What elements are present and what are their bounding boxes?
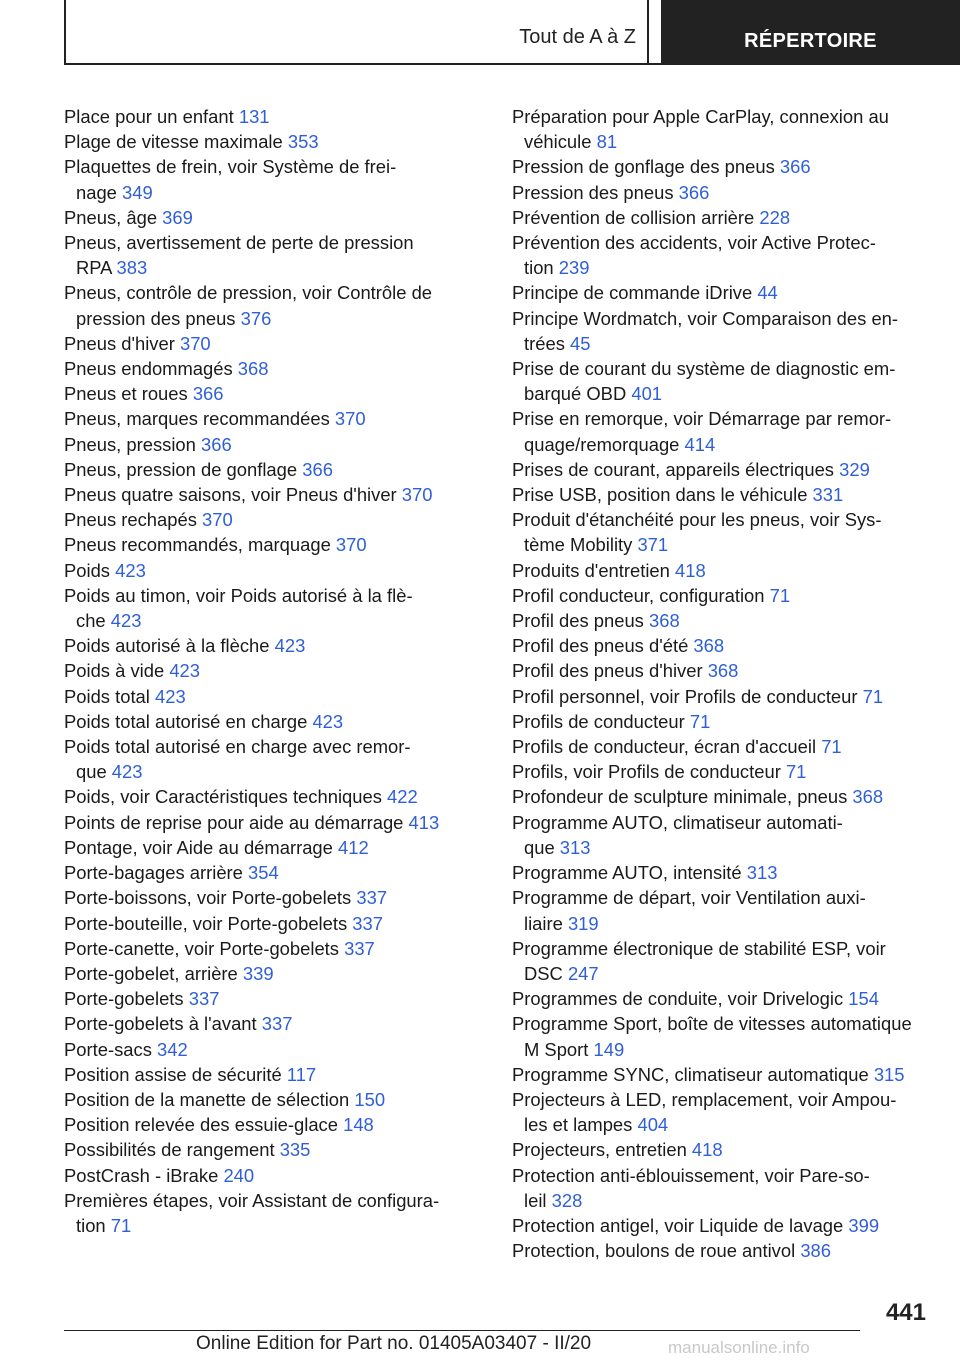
index-entry bbox=[64, 885, 464, 910]
page-reference-link[interactable]: 150 bbox=[354, 1088, 386, 1110]
page-reference-link[interactable]: 319 bbox=[567, 912, 599, 934]
entry-text: Prise USB, position dans le véhicule bbox=[512, 484, 813, 506]
page-reference-link[interactable]: 370 bbox=[202, 509, 233, 531]
index-entry bbox=[512, 633, 932, 658]
page-reference-link[interactable]: 349 bbox=[122, 181, 153, 203]
page-reference-link[interactable]: 71 bbox=[110, 1214, 132, 1236]
index-entry bbox=[512, 1087, 932, 1137]
index-entry bbox=[512, 936, 932, 986]
index-entry bbox=[512, 406, 932, 456]
entry-text: Porte-canette, voir Porte-gobelets bbox=[64, 937, 345, 959]
page-reference-link[interactable]: 342 bbox=[157, 1038, 188, 1060]
page-reference-link[interactable]: 383 bbox=[116, 257, 148, 279]
page-reference-link[interactable]: 371 bbox=[637, 534, 669, 556]
entry-text: Poids, voir Caractéristiques techniques bbox=[64, 786, 388, 808]
page-reference-link[interactable]: 368 bbox=[852, 786, 884, 808]
entry-text: RPA bbox=[76, 257, 117, 279]
entry-text: Position de la manette de sélection bbox=[64, 1088, 355, 1110]
page-reference-link[interactable]: 328 bbox=[551, 1189, 583, 1211]
index-entry bbox=[64, 1037, 464, 1062]
header-rule-bottom bbox=[64, 63, 662, 65]
index-entry bbox=[512, 356, 932, 406]
page-reference-link[interactable]: 412 bbox=[338, 836, 369, 858]
index-entry bbox=[64, 406, 464, 431]
page-reference-link[interactable]: 399 bbox=[848, 1214, 880, 1236]
entry-text: Produit d'étanchéité pour les pneus, voir Sys- bbox=[512, 509, 882, 531]
index-entry bbox=[64, 633, 464, 658]
entry-text: Programme AUTO, climatiseur automati- bbox=[512, 811, 843, 833]
entry-text: Programmes de conduite, voir Drivelogic bbox=[512, 988, 849, 1010]
page-reference-link[interactable]: 335 bbox=[279, 1139, 311, 1161]
index-entry bbox=[512, 658, 932, 683]
page-reference-link[interactable]: 401 bbox=[631, 383, 663, 405]
page-reference-link[interactable]: 44 bbox=[757, 282, 778, 304]
entry-text: Profils de conducteur, écran d'accueil bbox=[512, 736, 822, 758]
page-reference-link[interactable]: 339 bbox=[242, 962, 274, 984]
chapter-tab-label: RÉPERTOIRE bbox=[744, 30, 877, 52]
index-entry bbox=[64, 835, 464, 860]
index-entry bbox=[512, 280, 932, 305]
entry-text: Porte-bagages arrière bbox=[64, 862, 249, 884]
index-entry bbox=[512, 306, 932, 356]
page-reference-link[interactable]: 71 bbox=[821, 736, 842, 758]
entry-text: Porte-boissons, voir Porte-gobelets bbox=[64, 887, 357, 909]
entry-text: Prises de courant, appareils électriques bbox=[512, 458, 840, 480]
page-reference-link[interactable]: 337 bbox=[188, 988, 220, 1010]
entry-text: Pneus endommagés bbox=[64, 358, 238, 380]
page-reference-link[interactable]: 423 bbox=[110, 610, 142, 632]
index-entry bbox=[64, 1188, 464, 1238]
page-reference-link[interactable]: 423 bbox=[274, 635, 306, 657]
entry-text: Poids bbox=[64, 559, 116, 581]
entry-text: Prise en remorque, voir Démarrage par remor- bbox=[512, 408, 892, 430]
entry-text: tème Mobility bbox=[524, 534, 638, 556]
entry-text: Programme de départ, voir Ventilation auxi- bbox=[512, 887, 866, 909]
entry-text: Projecteurs à LED, remplacement, voir Ampou- bbox=[512, 1088, 897, 1110]
entry-text: Profils de conducteur bbox=[512, 710, 690, 732]
entry-text: tion bbox=[524, 257, 559, 279]
index-entry bbox=[64, 936, 464, 961]
header-rule-left bbox=[64, 0, 66, 64]
page-reference-link[interactable]: 337 bbox=[352, 912, 383, 934]
page-reference-link[interactable]: 154 bbox=[848, 988, 879, 1010]
entry-text: Principe de commande iDrive bbox=[512, 282, 758, 304]
index-entry bbox=[64, 810, 464, 835]
index-entry bbox=[512, 608, 932, 633]
page-reference-link[interactable]: 422 bbox=[387, 786, 418, 808]
entry-text: Profil des pneus d'hiver bbox=[512, 660, 708, 682]
index-entry bbox=[512, 230, 932, 280]
entry-text: véhicule bbox=[524, 131, 597, 153]
index-entry bbox=[64, 457, 464, 482]
index-entry bbox=[64, 658, 464, 683]
entry-text: Porte-gobelet, arrière bbox=[64, 962, 243, 984]
entry-text: Poids autorisé à la flèche bbox=[64, 635, 275, 657]
page-reference-link[interactable]: 376 bbox=[240, 307, 272, 329]
page-reference-link[interactable]: 337 bbox=[261, 1013, 293, 1035]
page-reference-link[interactable]: 423 bbox=[169, 660, 200, 682]
index-entry bbox=[512, 1062, 932, 1087]
page-number: 441 bbox=[885, 1299, 926, 1326]
index-entry bbox=[64, 986, 464, 1011]
entry-text: tion bbox=[76, 1214, 111, 1236]
entry-text: M Sport bbox=[524, 1038, 594, 1060]
page-reference-link[interactable]: 247 bbox=[567, 962, 599, 984]
index-entry bbox=[512, 709, 932, 734]
section-title: Tout de A à Z bbox=[519, 26, 636, 48]
entry-text: Protection, boulons de roue antivol bbox=[512, 1240, 801, 1262]
page-reference-link[interactable]: 240 bbox=[223, 1164, 255, 1186]
page-reference-link[interactable]: 228 bbox=[759, 206, 791, 228]
page-reference-link[interactable]: 366 bbox=[779, 156, 811, 178]
index-entry bbox=[64, 205, 464, 230]
page-reference-link[interactable]: 337 bbox=[344, 937, 375, 959]
entry-text: Prise de courant du système de diagnostic em- bbox=[512, 358, 896, 380]
index-entry bbox=[64, 1137, 464, 1162]
entry-text: Poids total autorisé en charge avec remor- bbox=[64, 736, 411, 758]
page-reference-link[interactable]: 423 bbox=[312, 710, 344, 732]
entry-text: Protection anti-éblouissement, voir Pare-so- bbox=[512, 1164, 870, 1186]
index-entry bbox=[64, 356, 464, 381]
page-reference-link[interactable]: 370 bbox=[401, 484, 433, 506]
page-reference-link[interactable]: 81 bbox=[596, 131, 618, 153]
entry-text: Poids total bbox=[64, 685, 155, 707]
index-entry bbox=[64, 532, 464, 557]
entry-text: Pression des pneus bbox=[512, 181, 679, 203]
page-reference-link[interactable]: 71 bbox=[769, 584, 791, 606]
page-reference-link[interactable]: 386 bbox=[800, 1240, 831, 1262]
index-entry bbox=[512, 986, 932, 1011]
index-entry bbox=[512, 180, 932, 205]
entry-text: Possibilités de rangement bbox=[64, 1139, 280, 1161]
index-entry bbox=[64, 1087, 464, 1112]
index-entry bbox=[512, 558, 932, 583]
index-entry bbox=[64, 432, 464, 457]
index-entry bbox=[512, 1213, 932, 1238]
entry-text: Premières étapes, voir Assistant de configura- bbox=[64, 1189, 440, 1211]
page-reference-link[interactable]: 423 bbox=[154, 685, 186, 707]
index-entry bbox=[64, 230, 464, 280]
page-reference-link[interactable]: 131 bbox=[238, 106, 270, 127]
entry-text: leil bbox=[524, 1189, 552, 1211]
entry-text: les et lampes bbox=[524, 1114, 638, 1136]
watermark: manualsonline.info bbox=[668, 1338, 810, 1357]
page-reference-link[interactable]: 354 bbox=[248, 862, 279, 884]
index-entry bbox=[64, 104, 464, 129]
entry-text: Poids à vide bbox=[64, 660, 170, 682]
footer-rule bbox=[64, 1330, 860, 1331]
index-entry bbox=[512, 1137, 932, 1162]
entry-text: PostCrash - iBrake bbox=[64, 1164, 224, 1186]
page-reference-link[interactable]: 418 bbox=[691, 1139, 723, 1161]
entry-text: Profil des pneus d'été bbox=[512, 635, 694, 657]
entry-text: Points de reprise pour aide au démarrage bbox=[64, 811, 409, 833]
page-reference-link[interactable]: 414 bbox=[684, 433, 716, 455]
entry-text: Porte-sacs bbox=[64, 1038, 158, 1060]
index-entry bbox=[64, 961, 464, 986]
entry-text: Pneus, marques recommandées bbox=[64, 408, 335, 430]
entry-text: Pneus, avertissement de perte de pression bbox=[64, 232, 414, 254]
index-entry bbox=[64, 709, 464, 734]
entry-text: Profil conducteur, configuration bbox=[512, 584, 770, 606]
page-reference-link[interactable]: 370 bbox=[179, 332, 211, 354]
page-reference-link[interactable]: 418 bbox=[675, 559, 706, 581]
page-reference-link[interactable]: 353 bbox=[287, 131, 319, 153]
entry-text: Pneus, âge bbox=[64, 206, 163, 228]
page-reference-link[interactable]: 366 bbox=[201, 433, 232, 455]
entry-text: Position relevée des essuie-glace bbox=[64, 1114, 344, 1136]
page-reference-link[interactable]: 404 bbox=[637, 1114, 669, 1136]
page-reference-link[interactable]: 337 bbox=[356, 887, 388, 909]
entry-text: Pneus d'hiver bbox=[64, 332, 180, 354]
chapter-tab[interactable] bbox=[661, 0, 960, 65]
entry-text: Pneus, pression de gonflage bbox=[64, 458, 303, 480]
index-entry bbox=[64, 331, 464, 356]
entry-text: Pression de gonflage des pneus bbox=[512, 156, 780, 178]
index-entry bbox=[512, 482, 932, 507]
page-reference-link[interactable]: 368 bbox=[693, 635, 725, 657]
index-entry bbox=[64, 860, 464, 885]
index-entry bbox=[64, 684, 464, 709]
page-reference-link[interactable]: 313 bbox=[746, 862, 778, 884]
entry-text: que bbox=[524, 836, 560, 858]
entry-text: Plaquettes de frein, voir Système de frei- bbox=[64, 156, 397, 178]
entry-text: Poids au timon, voir Poids autorisé à la flè- bbox=[64, 584, 413, 606]
entry-text: Pneus rechapés bbox=[64, 509, 203, 531]
index-column-right bbox=[512, 104, 932, 1263]
entry-text: Programme électronique de stabilité ESP, voir bbox=[512, 937, 886, 959]
entry-text: Porte-gobelets à l'avant bbox=[64, 1013, 262, 1035]
edition-note: Online Edition for Part no. 01405A03407 - II/20 bbox=[196, 1333, 592, 1354]
entry-text: Profil des pneus bbox=[512, 610, 649, 632]
index-entry bbox=[512, 784, 932, 809]
index-entry bbox=[512, 1238, 932, 1263]
page-reference-link[interactable]: 368 bbox=[237, 358, 269, 380]
index-entry bbox=[512, 1011, 932, 1061]
page-reference-link[interactable]: 370 bbox=[334, 408, 366, 430]
index-entry bbox=[64, 381, 464, 406]
index-entry bbox=[512, 104, 932, 154]
page-reference-link[interactable]: 366 bbox=[678, 181, 710, 203]
entry-text: Pneus et roues bbox=[64, 383, 193, 405]
index-entry bbox=[512, 205, 932, 230]
page-reference-link[interactable]: 148 bbox=[343, 1114, 374, 1136]
index-entry bbox=[64, 280, 464, 330]
entry-text: Profondeur de sculpture minimale, pneus bbox=[512, 786, 853, 808]
page-reference-link[interactable]: 368 bbox=[649, 610, 680, 632]
index-entry bbox=[512, 860, 932, 885]
index-entry bbox=[512, 507, 932, 557]
index-entry bbox=[64, 1112, 464, 1137]
index-entry bbox=[64, 507, 464, 532]
entry-text: barqué OBD bbox=[524, 383, 632, 405]
page-reference-link[interactable]: 369 bbox=[162, 206, 193, 228]
page-reference-link[interactable]: 315 bbox=[873, 1063, 905, 1085]
index-entry bbox=[64, 734, 464, 784]
index-entry bbox=[64, 1011, 464, 1036]
page-reference-link[interactable]: 366 bbox=[192, 383, 224, 405]
index-entry bbox=[512, 684, 932, 709]
page-reference-link[interactable]: 149 bbox=[593, 1038, 625, 1060]
entry-text: Porte-bouteille, voir Porte-gobelets bbox=[64, 912, 353, 934]
index-entry bbox=[512, 885, 932, 935]
page-reference-link[interactable]: 313 bbox=[559, 836, 591, 858]
page-reference-link[interactable]: 71 bbox=[689, 710, 711, 732]
entry-text: che bbox=[76, 610, 111, 632]
entry-text: Porte-gobelets bbox=[64, 988, 189, 1010]
index-entry bbox=[512, 154, 932, 179]
entry-text: Préparation pour Apple CarPlay, connexion au bbox=[512, 106, 889, 127]
entry-text: que bbox=[76, 761, 112, 783]
page-reference-link[interactable]: 413 bbox=[408, 811, 440, 833]
entry-text: DSC bbox=[524, 962, 568, 984]
entry-text: Profils, voir Profils de conducteur bbox=[512, 761, 786, 783]
index-entry bbox=[64, 911, 464, 936]
index-entry bbox=[64, 129, 464, 154]
entry-text: Programme AUTO, intensité bbox=[512, 862, 747, 884]
entry-text: nage bbox=[76, 181, 123, 203]
entry-text: Plage de vitesse maximale bbox=[64, 131, 288, 153]
page-reference-link[interactable]: 366 bbox=[302, 458, 333, 480]
entry-text: Pontage, voir Aide au démarrage bbox=[64, 836, 338, 858]
index-entry bbox=[64, 1062, 464, 1087]
page-reference-link[interactable]: 71 bbox=[862, 685, 884, 707]
index-entry bbox=[512, 810, 932, 860]
page-reference-link[interactable]: 331 bbox=[812, 484, 844, 506]
page-reference-link[interactable]: 329 bbox=[839, 458, 870, 480]
header-rule-divider bbox=[647, 0, 649, 64]
index-entry bbox=[64, 482, 464, 507]
entry-text: Principe Wordmatch, voir Comparaison des en- bbox=[512, 307, 899, 329]
entry-text: liaire bbox=[524, 912, 568, 934]
entry-text: Place pour un enfant bbox=[64, 106, 239, 127]
page-reference-link[interactable]: 423 bbox=[111, 761, 143, 783]
entry-text: pression des pneus bbox=[76, 307, 241, 329]
page-reference-link[interactable]: 71 bbox=[785, 761, 807, 783]
index-entry bbox=[512, 1163, 932, 1213]
entry-text: Pneus, contrôle de pression, voir Contrôle de bbox=[64, 282, 433, 304]
page-reference-link[interactable]: 370 bbox=[335, 534, 367, 556]
entry-text: Poids total autorisé en charge bbox=[64, 710, 313, 732]
entry-text: Produits d'entretien bbox=[512, 559, 675, 581]
entry-text: Pneus, pression bbox=[64, 433, 201, 455]
entry-text: Prévention des accidents, voir Active Protec- bbox=[512, 232, 876, 254]
entry-text: Profil personnel, voir Profils de conducteur bbox=[512, 685, 863, 707]
entry-text: Prévention de collision arrière bbox=[512, 206, 760, 228]
index-entry bbox=[64, 558, 464, 583]
entry-text: quage/remorquage bbox=[524, 433, 685, 455]
page-reference-link[interactable]: 239 bbox=[558, 257, 590, 279]
index-entry bbox=[64, 784, 464, 809]
entry-text: trées bbox=[524, 332, 570, 354]
index-entry bbox=[64, 154, 464, 204]
entry-text: Programme SYNC, climatiseur automatique bbox=[512, 1063, 874, 1085]
page-reference-link[interactable]: 45 bbox=[570, 332, 591, 354]
entry-text: Position assise de sécurité bbox=[64, 1063, 287, 1085]
page-reference-link[interactable]: 368 bbox=[707, 660, 739, 682]
page-reference-link[interactable]: 423 bbox=[115, 559, 146, 581]
entry-text: Programme Sport, boîte de vitesses automatique bbox=[512, 1013, 912, 1035]
index-entry bbox=[512, 759, 932, 784]
index-entry bbox=[512, 734, 932, 759]
entry-text: Protection antigel, voir Liquide de lavage bbox=[512, 1214, 849, 1236]
entry-text: Pneus quatre saisons, voir Pneus d'hiver bbox=[64, 484, 402, 506]
index-entry bbox=[64, 1163, 464, 1188]
index-column-left bbox=[64, 104, 464, 1238]
index-entry bbox=[512, 457, 932, 482]
index-entry bbox=[64, 583, 464, 633]
entry-text: Pneus recommandés, marquage bbox=[64, 534, 336, 556]
index-entry bbox=[512, 583, 932, 608]
page-reference-link[interactable]: 117 bbox=[286, 1063, 317, 1085]
entry-text: Projecteurs, entretien bbox=[512, 1139, 692, 1161]
